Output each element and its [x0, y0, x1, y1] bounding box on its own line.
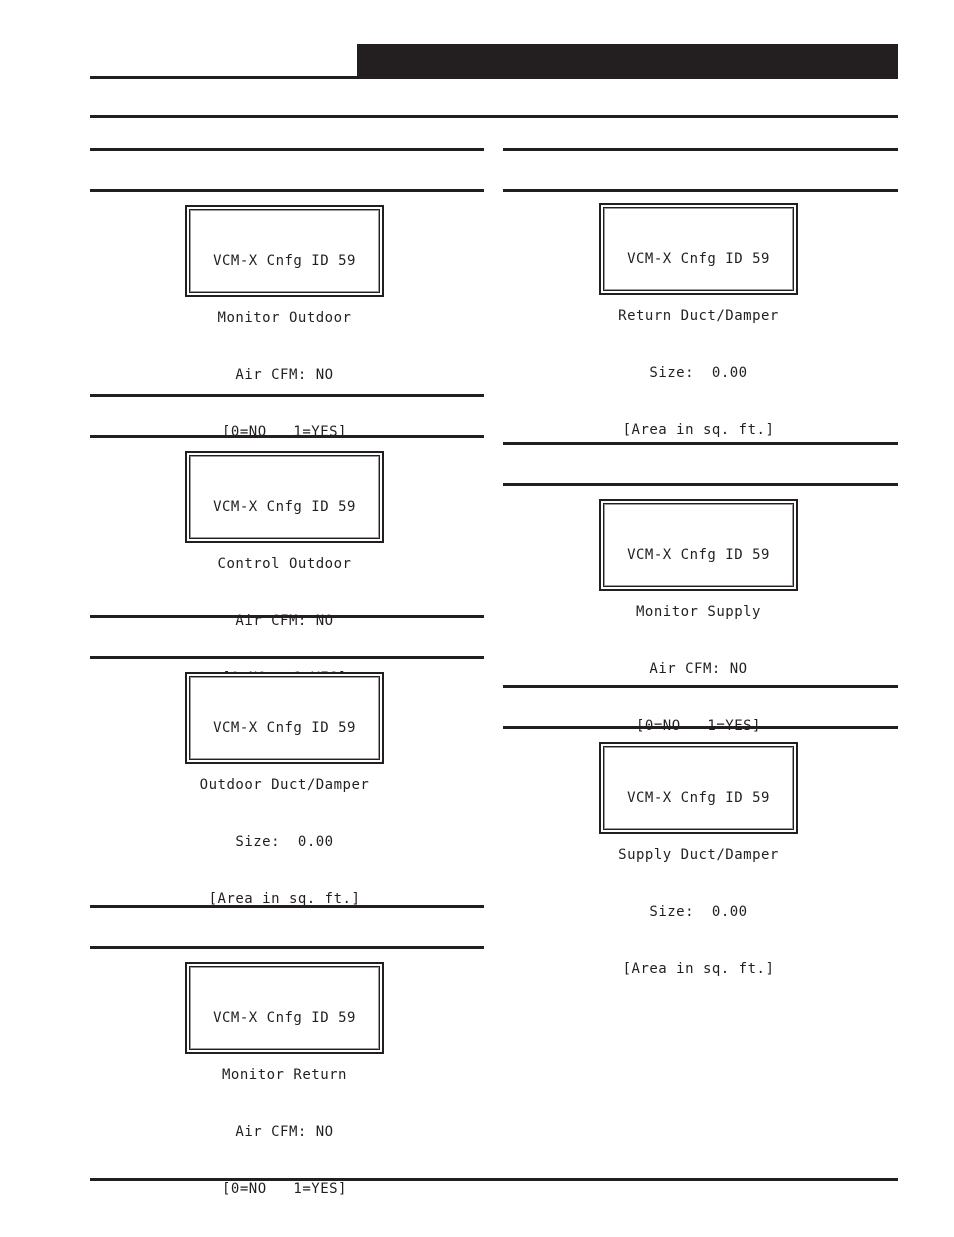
- lcd-line-2: Outdoor Duct/Damper: [199, 777, 370, 793]
- lcd-text: [187, 681, 382, 947]
- lcd-text: [601, 751, 796, 1017]
- lcd-line-2: Supply Duct/Damper: [618, 847, 779, 863]
- lcd-display-outdoor-duct: [185, 672, 384, 907]
- lcd-display-return-duct: [599, 203, 798, 438]
- lcd-line-3: Size: 0.00: [649, 904, 748, 920]
- lcd-line-4: [Area in sq. ft.]: [622, 422, 775, 438]
- lcd-display-control-outdoor: [185, 451, 384, 629]
- lcd-line-1: VCM-X Cnfg ID 59: [627, 547, 770, 563]
- lcd-display-monitor-return: [185, 962, 384, 1197]
- lcd-line-2: Monitor Outdoor: [217, 310, 352, 326]
- lcd-line-4: [0=NO 1=YES]: [635, 718, 761, 734]
- lcd-line-2: Control Outdoor: [217, 556, 352, 572]
- lcd-line-1: VCM-X Cnfg ID 59: [213, 720, 356, 736]
- lcd-display-supply-duct: [599, 742, 798, 977]
- lcd-line-3: Air CFM: NO: [235, 1124, 334, 1140]
- lcd-line-1: VCM-X Cnfg ID 59: [213, 253, 356, 269]
- lcd-line-1: VCM-X Cnfg ID 59: [213, 1010, 356, 1026]
- lcd-line-2: Monitor Supply: [635, 604, 761, 620]
- lcd-text: [601, 212, 796, 478]
- lcd-line-3: Air CFM: NO: [235, 367, 334, 383]
- right-rule-2b: [503, 483, 898, 486]
- lcd-line-1: VCM-X Cnfg ID 59: [213, 499, 356, 515]
- lcd-text: [187, 214, 382, 480]
- lcd-line-2: Monitor Return: [221, 1067, 347, 1083]
- lcd-line-3: Air CFM: NO: [235, 613, 334, 629]
- lcd-display-monitor-supply: [599, 499, 798, 734]
- lcd-line-4: [0=NO 1=YES]: [221, 424, 347, 440]
- lcd-text: [601, 508, 796, 774]
- header-bar: [357, 44, 898, 79]
- lcd-line-4: [Area in sq. ft.]: [208, 891, 361, 907]
- lcd-line-1: VCM-X Cnfg ID 59: [627, 251, 770, 267]
- left-rule-1a: [90, 148, 484, 151]
- right-rule-1a: [503, 148, 898, 151]
- lcd-line-3: Size: 0.00: [235, 834, 334, 850]
- lcd-line-4: [Area in sq. ft.]: [622, 961, 775, 977]
- lcd-line-3: Air CFM: NO: [649, 661, 748, 677]
- lcd-line-3: Size: 0.00: [649, 365, 748, 381]
- header-rule: [90, 76, 898, 79]
- lcd-line-4: [0=NO 1=YES]: [221, 1181, 347, 1197]
- lcd-line-1: VCM-X Cnfg ID 59: [627, 790, 770, 806]
- lcd-line-2: Return Duct/Damper: [618, 308, 779, 324]
- lcd-text: [187, 971, 382, 1237]
- right-rule-1b: [503, 189, 898, 192]
- lcd-display-monitor-outdoor: [185, 205, 384, 440]
- section-rule-top: [90, 115, 898, 118]
- left-rule-1b: [90, 189, 484, 192]
